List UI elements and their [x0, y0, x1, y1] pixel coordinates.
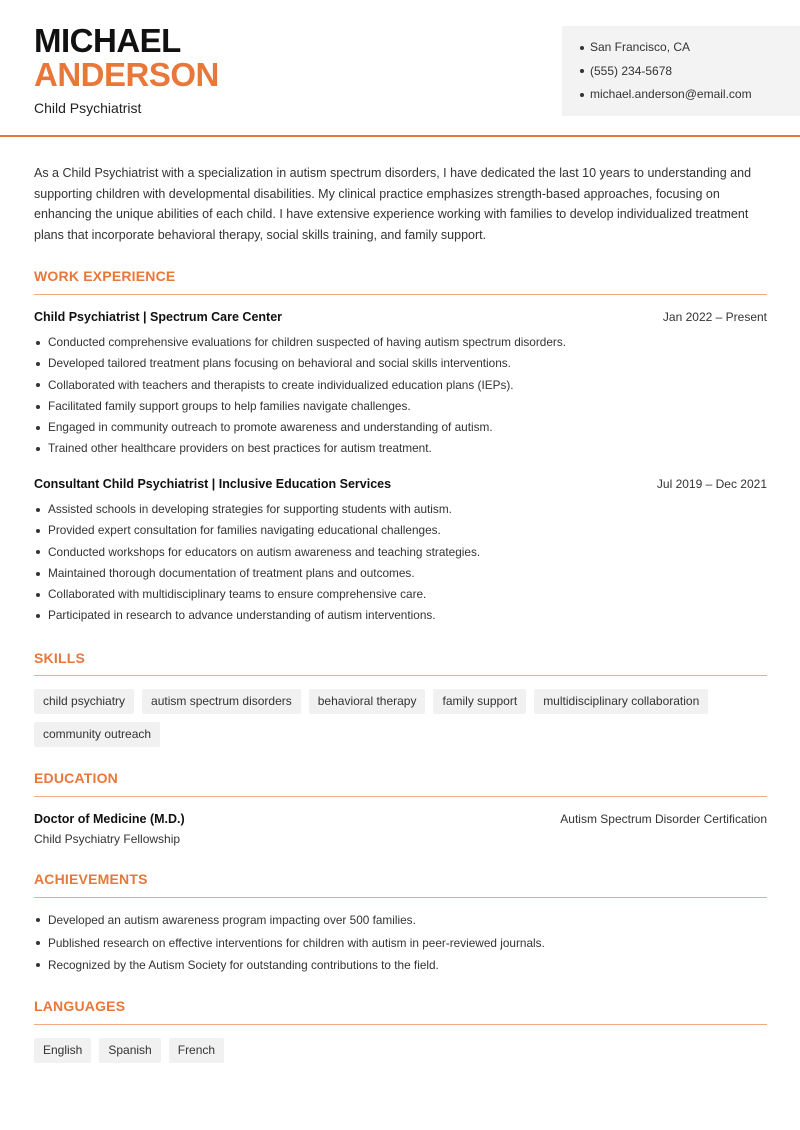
- list-item: [34, 353, 767, 374]
- bullet-text: Collaborated with teachers and therapists to create individualized education plans (IEPs).: [48, 377, 514, 392]
- skill-tag: community outreach: [34, 722, 160, 747]
- contact-email: [580, 83, 800, 107]
- bullet-text: Assisted schools in developing strategies for supporting students with autism.: [48, 502, 452, 516]
- list-item: [34, 499, 767, 520]
- bullet-icon: [36, 362, 40, 366]
- language-tag: French: [169, 1038, 224, 1063]
- job-entry-header: [34, 477, 767, 491]
- skills-tags: [34, 689, 767, 747]
- bullet-text: Participated in research to advance understanding of autism interventions.: [48, 608, 436, 623]
- skill-tag: behavioral therapy: [309, 689, 426, 714]
- list-item: [34, 375, 767, 396]
- job-role: Consultant Child Psychiatrist | Inclusive Education Services: [34, 477, 392, 491]
- bullet-icon: [36, 508, 40, 512]
- section-divider: [34, 796, 767, 797]
- bullet-text: Provided expert consultation for families navigating educational challenges.: [48, 523, 441, 538]
- fellowship: Child Psychiatry Fellowship: [34, 832, 181, 846]
- job-bullets: [34, 499, 767, 627]
- resume-header: [0, 0, 800, 137]
- job-role: Child Psychiatrist | Spectrum Care Center: [34, 310, 283, 324]
- first-name: MICHAEL: [34, 22, 181, 59]
- bullet-text: Published research on effective interventions for children with autism in peer-reviewed journals.: [48, 935, 545, 950]
- bullet-icon: [36, 426, 40, 430]
- list-item: [34, 909, 767, 932]
- list-item: [34, 605, 767, 626]
- bullet-icon: [36, 341, 40, 345]
- bullet-icon: [36, 918, 40, 922]
- job-dates: Jul 2019 – Dec 2021: [656, 477, 767, 491]
- job-dates: Jan 2022 – Present: [662, 310, 767, 324]
- list-item: [34, 396, 767, 417]
- achievements-heading: ACHIEVEMENTS: [34, 871, 148, 887]
- bullet-icon: [36, 383, 40, 387]
- certification: Autism Spectrum Disorder Certification: [560, 812, 767, 826]
- summary-paragraph: As a Child Psychiatrist with a specialization in autism spectrum disorders, I have dedicated the last 10 years to understanding and supporting children with developmental disabilities. My clinical practice emphasizes strength-based approaches, focusing on enhancing the unique abilities of each child. I have extensive experience working with families to develop individualized treatment plans that incorporate behavioral therapy, social skills training, and family support.: [34, 166, 752, 242]
- list-item: [34, 563, 767, 584]
- bullet-text: Developed tailored treatment plans focusing on behavioral and social skills interventions.: [48, 356, 511, 371]
- bullet-icon: [36, 550, 40, 554]
- list-item: [34, 932, 767, 955]
- bullet-text: Developed an autism awareness program impacting over 500 families.: [48, 913, 416, 927]
- bullet-text: Conducted workshops for educators on autism awareness and teaching strategies.: [48, 544, 481, 559]
- list-item: [34, 954, 767, 977]
- degree: Doctor of Medicine (M.D.): [34, 812, 185, 826]
- list-item: [34, 584, 767, 605]
- bullet-text: Engaged in community outreach to promote awareness and understanding of autism.: [48, 420, 493, 435]
- list-item: [34, 332, 767, 353]
- bullet-icon: [36, 941, 40, 945]
- bullet-icon: [36, 593, 40, 597]
- bullet-icon: [36, 405, 40, 409]
- bullet-icon: [36, 614, 40, 618]
- email-text: michael.anderson@email.com: [590, 87, 752, 101]
- work-experience-heading: WORK EXPERIENCE: [34, 268, 176, 284]
- contact-box: [562, 26, 800, 116]
- skill-tag: autism spectrum disorders: [142, 689, 301, 714]
- languages-heading: LANGUAGES: [34, 998, 126, 1014]
- education-entry-header: [34, 812, 767, 826]
- language-tags: [34, 1038, 767, 1063]
- list-item: [34, 542, 767, 563]
- bullet-icon: [580, 93, 584, 97]
- bullet-icon: [36, 572, 40, 576]
- bullet-icon: [580, 69, 584, 73]
- last-name: ANDERSON: [34, 56, 219, 93]
- bullet-text: Trained other healthcare providers on best practices for autism treatment.: [48, 441, 432, 456]
- education-heading: EDUCATION: [34, 770, 118, 786]
- section-divider: [34, 1024, 767, 1025]
- list-item: [34, 417, 767, 438]
- skill-tag: child psychiatry: [34, 689, 134, 714]
- job-entry-header: [34, 310, 767, 324]
- bullet-icon: [36, 529, 40, 533]
- section-divider: [34, 675, 767, 676]
- bullet-icon: [36, 963, 40, 967]
- skill-tag: family support: [433, 689, 526, 714]
- section-divider: [34, 897, 767, 898]
- language-tag: Spanish: [99, 1038, 160, 1063]
- list-item: [34, 438, 767, 459]
- bullet-icon: [580, 46, 584, 50]
- location-text: San Francisco, CA: [590, 40, 691, 54]
- list-item: [34, 520, 767, 541]
- achievement-bullets: [34, 909, 767, 977]
- contact-phone: [580, 60, 800, 84]
- bullet-text: Collaborated with multidisciplinary teams to ensure comprehensive care.: [48, 587, 427, 602]
- bullet-text: Facilitated family support groups to help families navigate challenges.: [48, 398, 411, 413]
- bullet-text: Conducted comprehensive evaluations for children suspected of having autism spectrum disorders.: [48, 335, 567, 349]
- phone-text: (555) 234-5678: [590, 63, 673, 78]
- bullet-text: Recognized by the Autism Society for outstanding contributions to the field.: [48, 958, 439, 972]
- skill-tag: multidisciplinary collaboration: [534, 689, 708, 714]
- job-bullets: [34, 332, 767, 460]
- bullet-icon: [36, 447, 40, 451]
- section-divider: [34, 294, 767, 295]
- language-tag: English: [34, 1038, 91, 1063]
- contact-location: [580, 36, 800, 60]
- bullet-text: Maintained thorough documentation of treatment plans and outcomes.: [48, 565, 415, 580]
- job-title: Child Psychiatrist: [34, 100, 142, 116]
- skills-heading: SKILLS: [34, 650, 85, 666]
